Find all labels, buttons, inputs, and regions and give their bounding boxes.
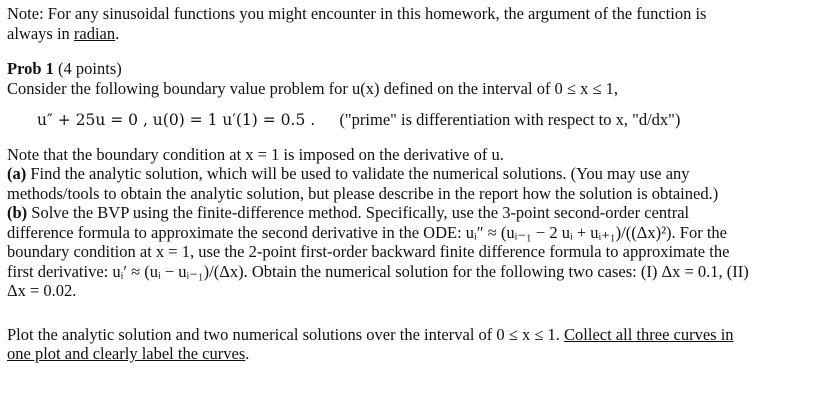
problem-title: Prob 1 xyxy=(7,59,54,78)
part-b-line-2: difference formula to approximate the second derivative in the ODE: uᵢ″ ≈ (uᵢ₋₁ − 2 uᵢ + uᵢ₊₁)/((Δx)²). For the xyxy=(7,222,727,242)
problem-points: (4 points) xyxy=(53,59,122,78)
closing-line-2 xyxy=(7,344,827,364)
closing-line-1 xyxy=(7,325,827,345)
part-b-line-4: first derivative: uᵢ′ ≈ (uᵢ − uᵢ₋₁)/(Δx). Obtain the numerical solution for the following two cases: (I) Δx = 0.1, (II) xyxy=(7,261,749,281)
part-b-label: (b) xyxy=(7,203,28,222)
part-b-line-3: boundary condition at x = 1, use the 2-point first-order backward finite difference formula to approximate the xyxy=(7,242,730,261)
note-line-2-prefix: always in xyxy=(7,23,74,43)
closing-emphasis-2: one plot and clearly label the curves xyxy=(7,344,246,363)
problem-intro: Consider the following boundary value problem for u(x) defined on the interval of 0 ≤ x ≤ 1, xyxy=(7,78,619,98)
part-a-line-2: methods/tools to obtain the analytic solution, but please describe in the report how the solution is obtained.) xyxy=(7,183,719,203)
note-line-1: Note: For any sinusoidal functions you might encounter in this homework, the argument of the function is xyxy=(7,4,707,23)
radian-emphasis: radian xyxy=(73,23,116,43)
note-line-2-suffix: . xyxy=(115,23,120,43)
part-a-label: (a) xyxy=(7,164,27,183)
part-a-text: Find the analytic solution, which will be used to validate the numerical solutions. (You may use any xyxy=(26,164,690,183)
equation-formula: u″ + 25u = 0 , u(0) = 1 u′(1) = 0.5 . xyxy=(37,111,316,129)
closing-text: Plot the analytic solution and two numerical solutions over the interval of 0 ≤ x ≤ 1. xyxy=(7,324,565,344)
part-b-line-5: Δx = 0.02. xyxy=(7,281,77,300)
note-line-2 xyxy=(7,24,827,44)
boundary-condition-note: Note that the boundary condition at x = 1 is imposed on the derivative of u. xyxy=(7,144,504,164)
part-b-line-1 xyxy=(7,203,827,223)
homework-document xyxy=(7,4,827,364)
part-a-line-1 xyxy=(7,164,827,184)
closing-suffix: . xyxy=(245,344,250,363)
part-b-text: Solve the BVP using the finite-difference method. Specifically, use the 3-point second-order central xyxy=(27,203,690,222)
spacer xyxy=(7,43,827,59)
closing-emphasis-1: Collect all three curves in xyxy=(564,324,734,344)
problem-heading xyxy=(7,59,827,79)
equation-note: ("prime" is differentiation with respect to x, "d/dx") xyxy=(339,110,681,129)
spacer xyxy=(7,301,827,325)
boundary-value-equation xyxy=(37,110,827,131)
